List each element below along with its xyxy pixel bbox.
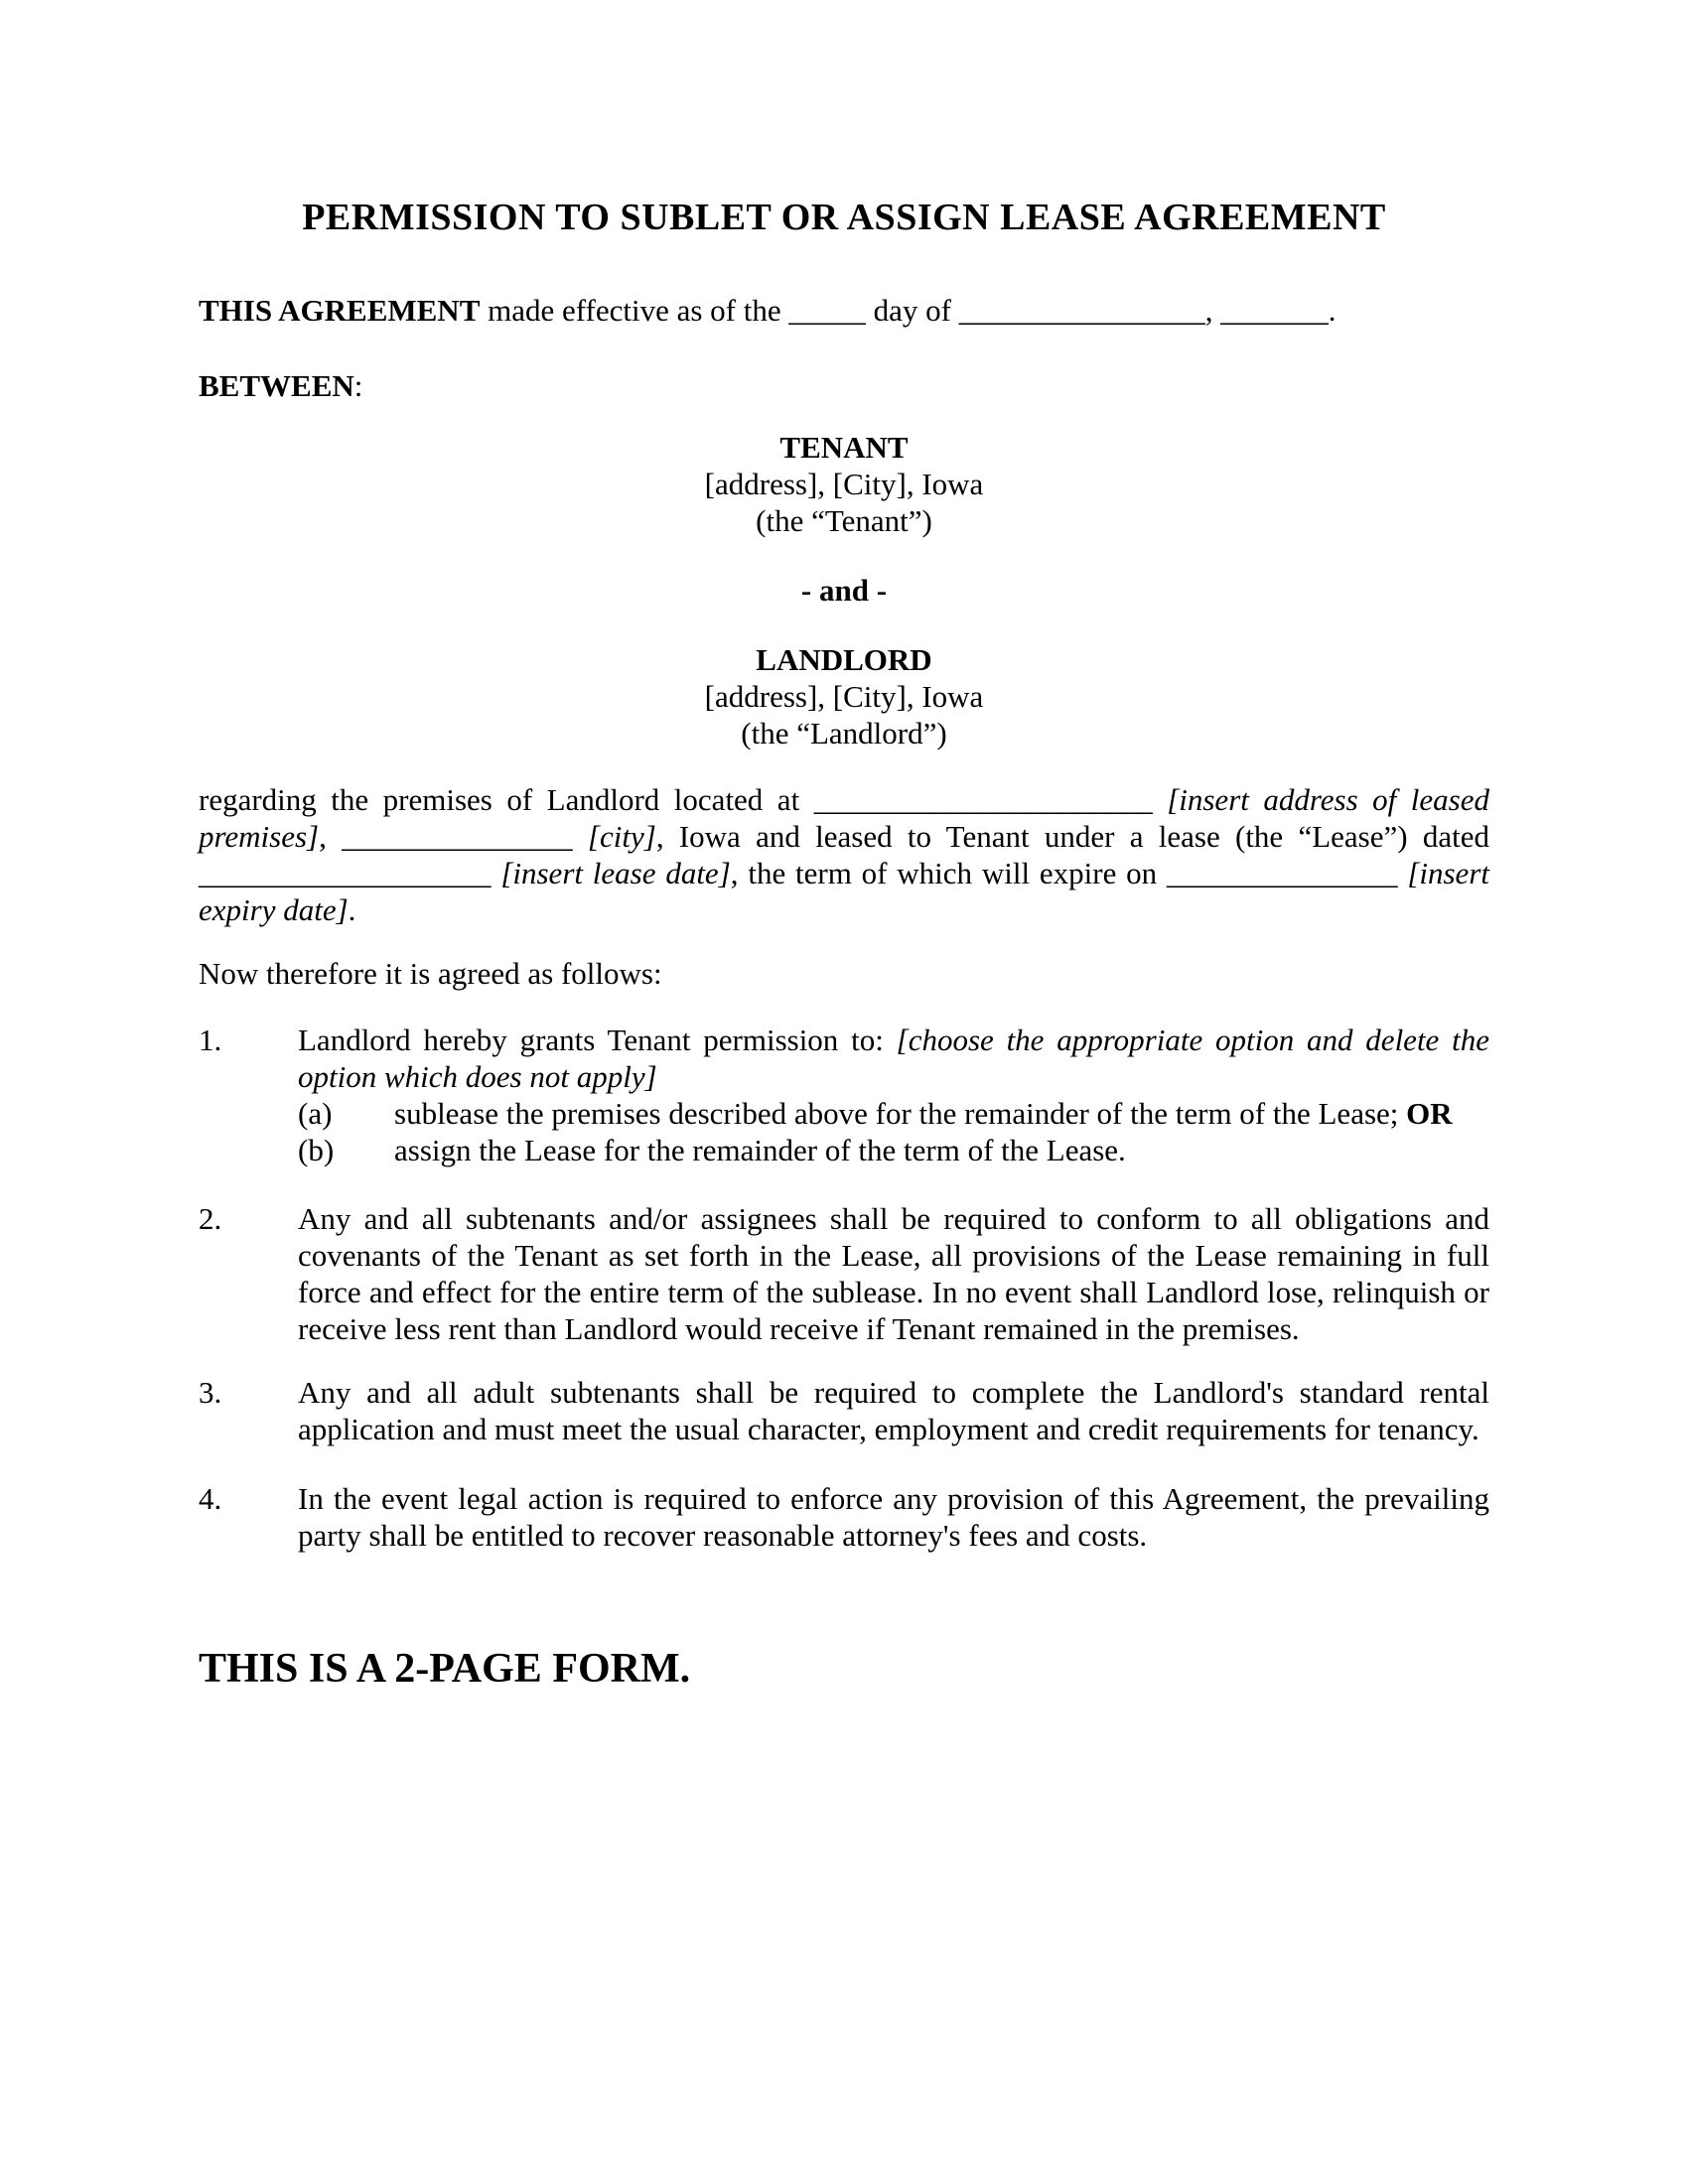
option-a-marker: (a): [298, 1096, 333, 1131]
premises-hint-expiry-date: [insert expiry date]: [199, 856, 1489, 927]
option-b-text: assign the Lease for the remainder of the term of the Lease.: [394, 1133, 1126, 1167]
clause-1-option-b: [298, 1132, 1489, 1168]
intro-text-3: ,: [1204, 293, 1221, 328]
option-a-or: OR: [1406, 1096, 1453, 1131]
premises-blank-lease-date: ___________________: [199, 856, 492, 890]
clause-2-number: 2.: [199, 1201, 222, 1236]
premises-hint-address: [insert address of leased premises]: [199, 782, 1489, 854]
intro-blank-year: _______: [1220, 293, 1329, 328]
clause-4-number: 4.: [199, 1481, 222, 1516]
intro-text-4: .: [1328, 293, 1336, 328]
landlord-name: LANDLORD: [756, 642, 932, 677]
clause-2: [199, 1200, 1489, 1347]
premises-hint-city: [city]: [572, 819, 656, 854]
between-label: [199, 367, 1489, 404]
intro-blank-day: _____: [788, 293, 866, 328]
premises-text-2: ,: [319, 819, 343, 854]
clause-1: [199, 1022, 1489, 1168]
landlord-address: [address], [City], Iowa: [704, 679, 984, 714]
clause-4: [199, 1480, 1489, 1554]
premises-hint-lease-date: [insert lease date]: [491, 856, 731, 890]
premises-paragraph: [199, 781, 1489, 928]
clause-3: [199, 1374, 1489, 1447]
tenant-name: TENANT: [779, 430, 909, 465]
clause-1-option-a: [298, 1095, 1489, 1132]
clause-4-text: In the event legal action is required to enforce any provision of this Agreement, the prevailing party shall be entitled to recover reasonable attorney's fees and costs.: [298, 1481, 1489, 1553]
option-b-marker: (b): [298, 1133, 335, 1167]
tenant-block: [199, 429, 1489, 539]
intro-blank-month: ________________: [958, 293, 1205, 328]
clause-3-text: Any and all adult subtenants shall be required to complete the Landlord's standard rental application and must meet the usual character, employment and credit requirements for tenancy.: [298, 1375, 1489, 1446]
premises-text-3: , Iowa and leased to Tenant under a lease (the “Lease”) dated: [655, 819, 1489, 854]
premises-blank-expiry-date: _______________: [1167, 856, 1398, 890]
page-title: PERMISSION TO SUBLET OR ASSIGN LEASE AGREEMENT: [302, 197, 1386, 238]
premises-blank-city: _______________: [342, 819, 573, 854]
intro-text-1: made effective as of the: [480, 293, 789, 328]
premises-text-5: .: [348, 892, 356, 927]
intro-text-2: day of: [865, 293, 959, 328]
landlord-alias: (the “Landlord”): [741, 716, 947, 751]
tenant-alias: (the “Tenant”): [756, 503, 932, 538]
clause-1-number: 1.: [199, 1023, 222, 1057]
premises-text-4: , the term of which will expire on: [730, 856, 1167, 890]
premises-blank-address: ______________________: [813, 782, 1153, 817]
clause-1-text-main: Landlord hereby grants Tenant permission to:: [298, 1023, 897, 1057]
premises-text-1: regarding the premises of Landlord located at: [199, 782, 814, 817]
between-colon: :: [353, 368, 363, 403]
clause-2-text: Any and all subtenants and/or assignees shall be required to conform to all obligations and covenants of the Tenant as set forth in the Lease, all provisions of the Lease remaining in full force and effect for the entire term of the sublease. In no event shall Landlord lose, relinquish or receive less rent than Landlord would receive if Tenant remained in the premises.: [298, 1201, 1489, 1346]
and-separator: - and -: [800, 573, 888, 608]
option-a-text: [394, 1095, 1489, 1132]
intro-paragraph: [199, 292, 1489, 329]
intro-lead: THIS AGREEMENT: [199, 293, 481, 328]
landlord-block: [199, 641, 1489, 751]
between-word: BETWEEN: [199, 368, 354, 403]
therefore-line: Now therefore it is agreed as follows:: [199, 956, 662, 991]
clause-3-number: 3.: [199, 1375, 222, 1410]
option-a-text-main: sublease the premises described above for the remainder of the term of the Lease;: [394, 1096, 1407, 1131]
clause-1-instruction: [choose the appropriate option and delete the option which does not apply]: [298, 1023, 1489, 1094]
tenant-address: [address], [City], Iowa: [704, 467, 984, 501]
clause-1-text: [298, 1022, 1489, 1095]
two-page-form-notice: THIS IS A 2-PAGE FORM.: [199, 1646, 691, 1692]
